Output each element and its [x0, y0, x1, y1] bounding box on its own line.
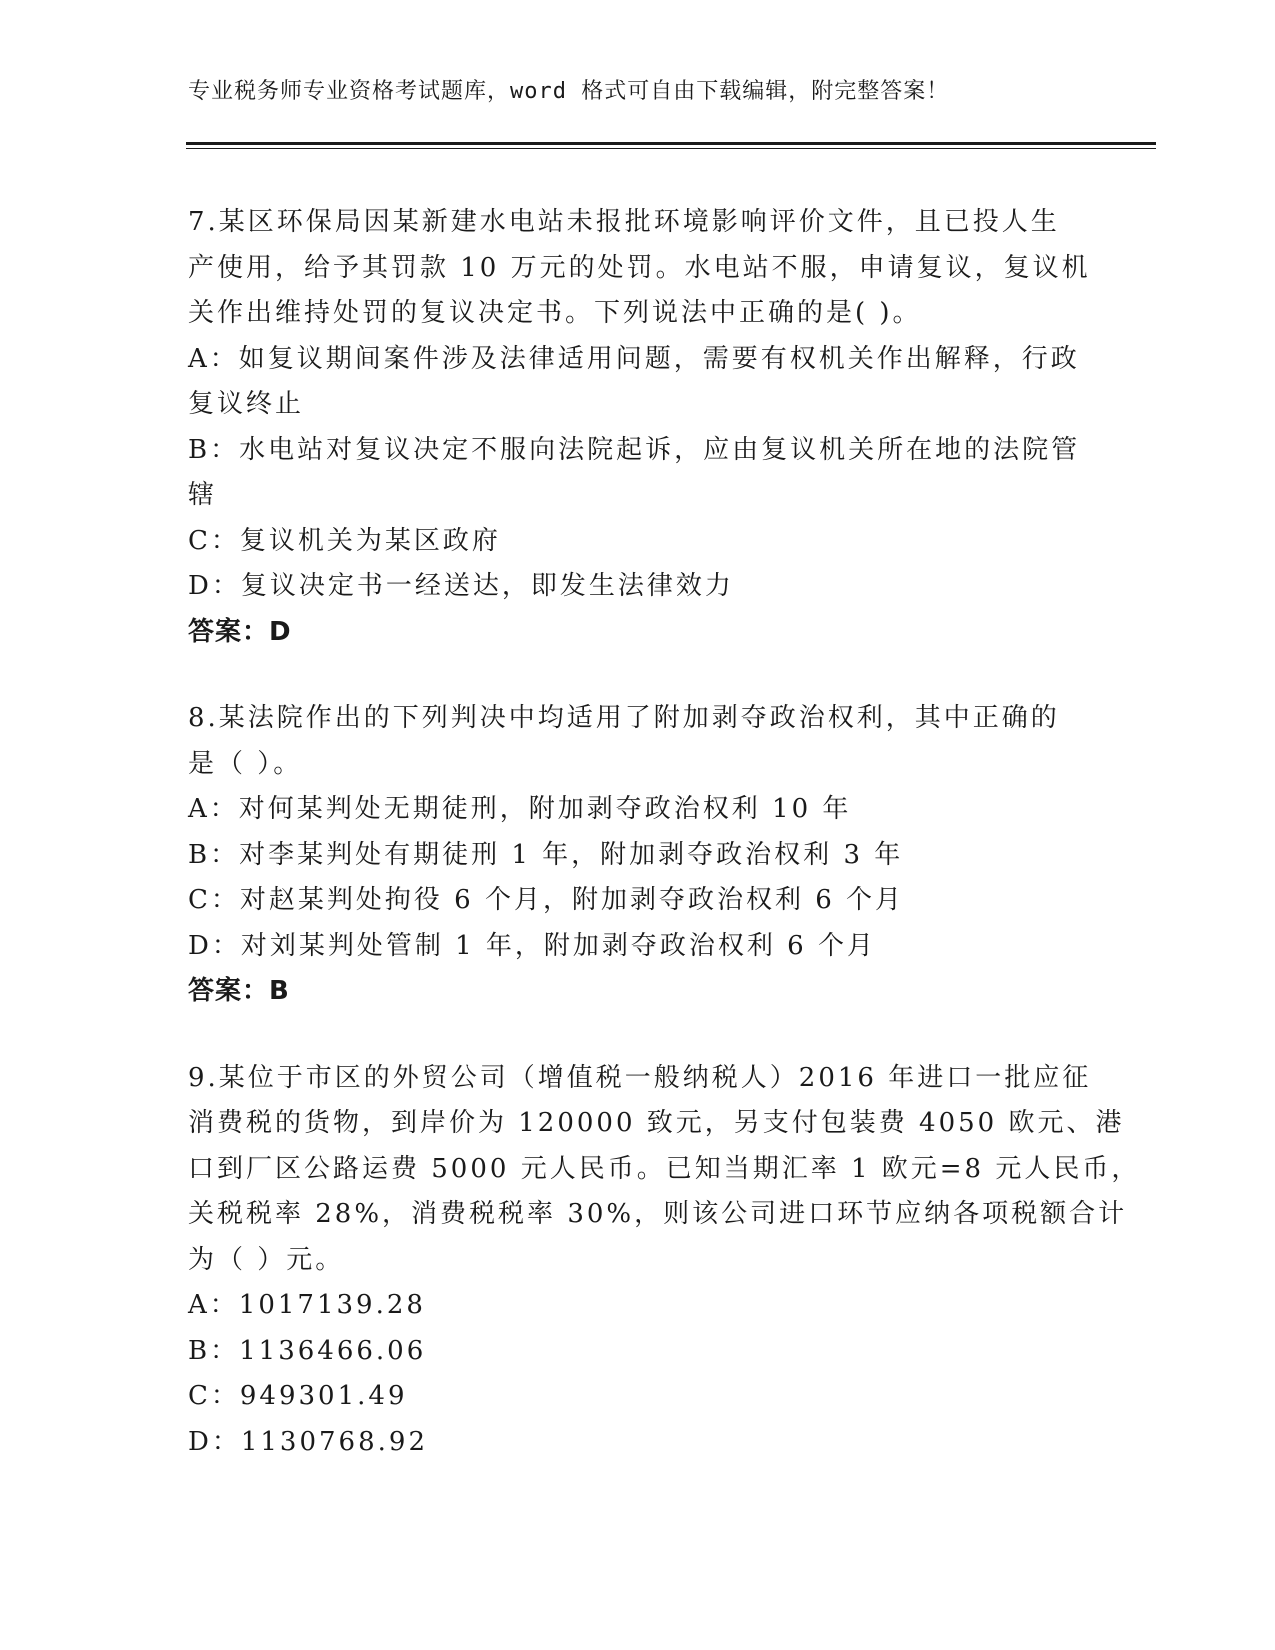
option-b: B：1136466.06	[188, 1335, 427, 1366]
question-stem-line: 关作出维持处罚的复议决定书。下列说法中正确的是( )。	[188, 298, 922, 328]
option-c: C：复议机关为某区政府	[188, 525, 501, 556]
option-b: B：对李某判处有期徒刑 1 年，附加剥夺政治权利 3 年	[188, 839, 904, 870]
question-list	[188, 200, 1141, 1506]
option-a: A：对何某判处无期徒刑，附加剥夺政治权利 10 年	[188, 794, 852, 824]
question-stem-line: 产使用，给予其罚款 10 万元的处罚。水电站不服，申请复议，复议机	[188, 252, 1091, 283]
page-header: 专业税务师专业资格考试题库，word 格式可自由下载编辑，附完整答案！	[188, 79, 950, 104]
option-b-continued: 辖	[188, 480, 218, 510]
header-divider	[186, 142, 1156, 145]
question-7	[188, 200, 1091, 655]
answer-label: 答案：D	[188, 616, 292, 647]
question-stem-line: 是（ ）。	[188, 748, 303, 779]
question-stem-line: 9.某位于市区的外贸公司（增值税一般纳税人）2016 年进口一批应征	[188, 1062, 1092, 1093]
question-9	[188, 1056, 1141, 1466]
question-stem-line: 消费税的货物，到岸价为 120000 致元，另支付包装费 4050 欧元、港	[188, 1108, 1125, 1138]
option-a: A：如复议期间案件涉及法律适用问题，需要有权机关作出解释，行政	[188, 343, 1080, 374]
answer-label: 答案：B	[188, 976, 290, 1006]
option-d: D：对刘某判处管制 1 年，附加剥夺政治权利 6 个月	[188, 930, 876, 961]
question-stem-line: 为（ ）元。	[188, 1244, 345, 1275]
option-c: C：对赵某判处拘役 6 个月，附加剥夺政治权利 6 个月	[188, 885, 905, 915]
option-a-continued: 复议终止	[188, 389, 305, 419]
question-8	[188, 696, 1088, 1015]
question-stem-line: 8.某法院作出的下列判决中均适用了附加剥夺政治权利，其中正确的	[188, 703, 1060, 733]
question-stem-line: 7.某区环保局因某新建水电站未报批环境影响评价文件，且已投人生	[188, 207, 1060, 237]
option-b: B：水电站对复议决定不服向法院起诉，应由复议机关所在地的法院管	[188, 434, 1081, 465]
question-stem-line: 口到厂区公路运费 5000 元人民币。已知当期汇率 1 欧元=8 元人民币，	[188, 1153, 1141, 1184]
question-stem-line: 关税税率 28%，消费税税率 30%，则该公司进口环节应纳各项税额合计	[188, 1199, 1128, 1229]
option-a: A：1017139.28	[188, 1290, 426, 1320]
option-d: D：1130768.92	[188, 1426, 428, 1457]
option-c: C：949301.49	[188, 1381, 408, 1411]
option-d: D：复议决定书一经送达，即发生法律效力	[188, 571, 734, 601]
